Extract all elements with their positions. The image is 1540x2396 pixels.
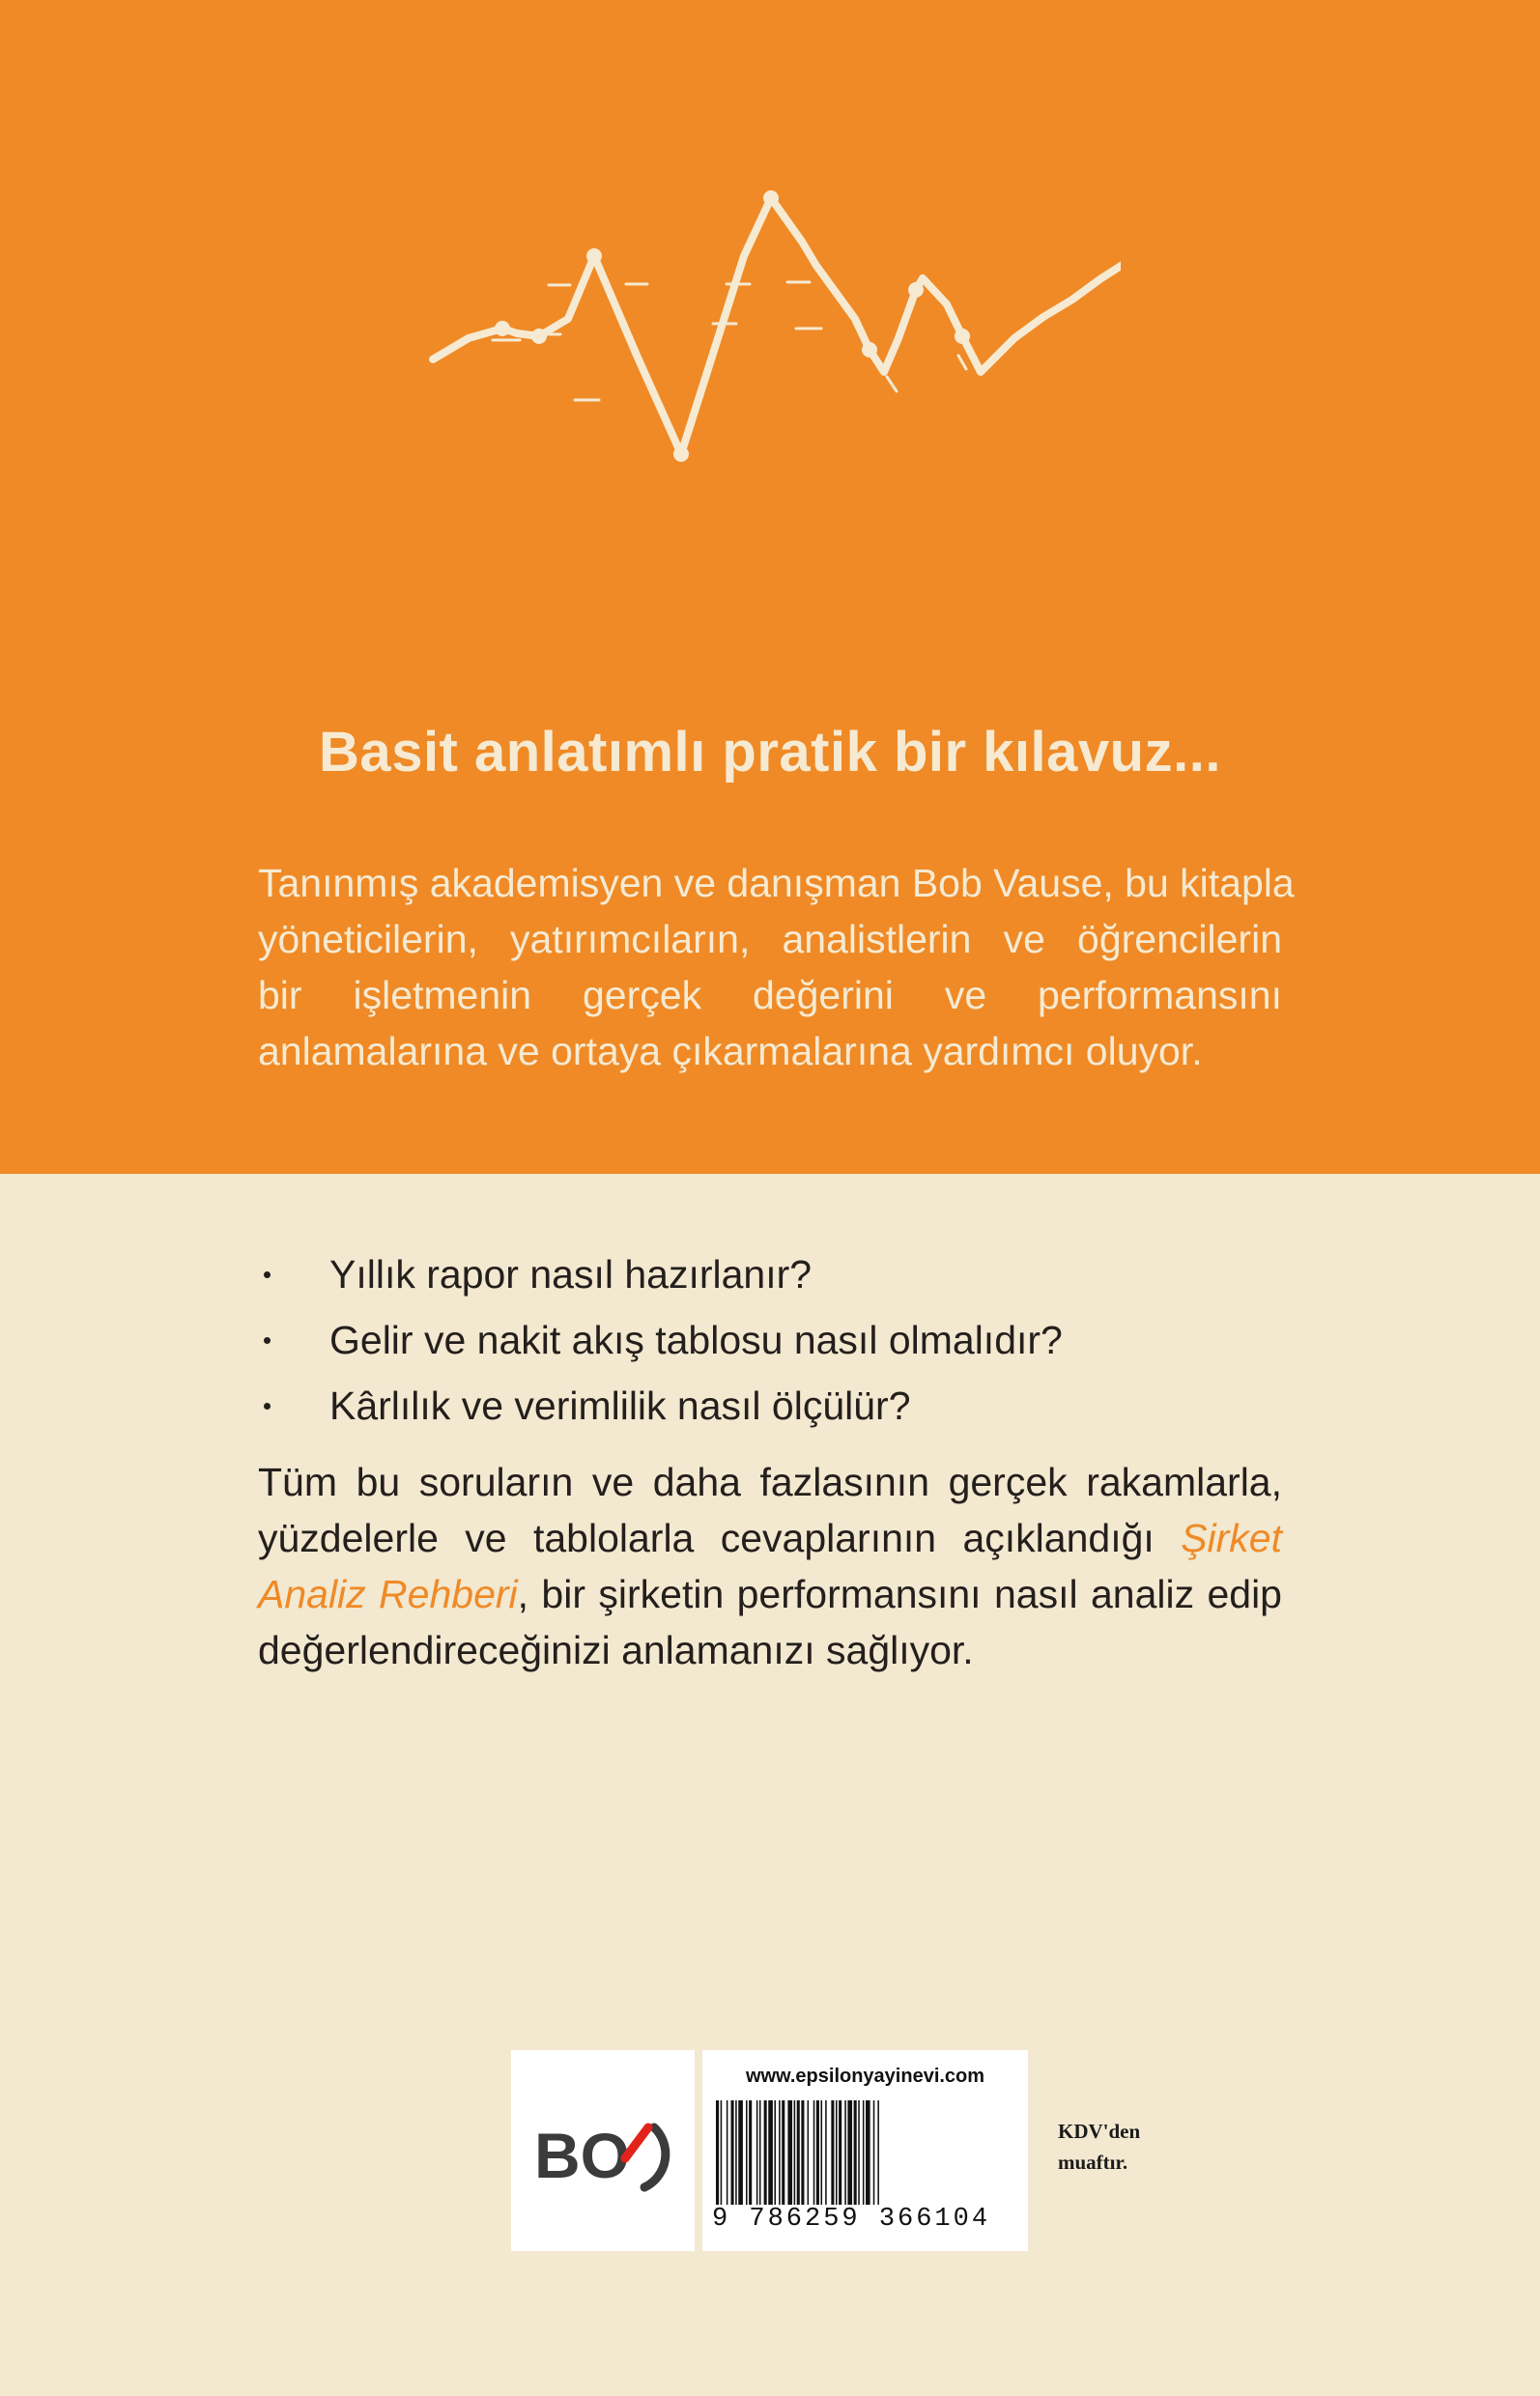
publisher-logo-box	[511, 2050, 695, 2251]
barcode-bar	[774, 2100, 776, 2205]
barcode-bar	[877, 2100, 879, 2205]
barcode-bar	[746, 2100, 748, 2205]
barcode-bar	[801, 2100, 804, 2205]
barcode-bar	[839, 2100, 841, 2205]
headline: Basit anlatımlı pratik bir kılavuz...	[319, 721, 1221, 784]
bullet-icon	[264, 1271, 271, 1278]
barcode-bar	[768, 2100, 773, 2205]
barcode-bar	[721, 2100, 723, 2205]
sketch-line	[433, 198, 1121, 454]
isbn-barcode	[716, 2100, 1015, 2205]
barcode-bar	[863, 2100, 865, 2205]
barcode-bar	[858, 2100, 860, 2205]
publisher-website: www.epsilonyayinevi.com	[745, 2066, 985, 2087]
barcode-bar	[873, 2100, 875, 2205]
isbn-digits: 9 786259 366104	[712, 2205, 991, 2234]
barcode-box	[702, 2050, 1028, 2251]
body-line: Tüm bu soruların ve daha fazlasının gerçek rakamlarla,	[258, 1460, 1282, 1504]
barcode-bar	[756, 2100, 758, 2205]
intro-line: bir işletmenin gerçek değerini ve performansını	[258, 973, 1282, 1017]
book-title-part: Şirket	[1181, 1516, 1282, 1560]
barcode-bar	[854, 2100, 857, 2205]
body-text: yüzdelerle ve tablolarla cevaplarının açıklandığı	[258, 1516, 1182, 1560]
body-text: , bir şirketin performansını nasıl analiz edip	[517, 1572, 1282, 1616]
intro-line: Tanınmış akademisyen ve danışman Bob Vause, bu kitapla	[258, 861, 1295, 905]
list-item	[256, 1241, 1222, 1307]
barcode-bar	[816, 2100, 819, 2205]
line-chart-sketch-illustration	[425, 164, 1121, 609]
barcode-bar	[866, 2100, 870, 2205]
gauge-icon	[644, 2127, 666, 2187]
list-item	[256, 1307, 1222, 1373]
body-line	[258, 1566, 1282, 1622]
barcode-bar	[836, 2100, 838, 2205]
barcode-bar	[808, 2100, 810, 2205]
barcode-bar	[794, 2100, 796, 2205]
barcode-bar	[797, 2100, 800, 2205]
bullet-icon	[264, 1403, 271, 1410]
barcode-bar	[749, 2100, 752, 2205]
intro-line: yöneticilerin, yatırımcıların, analistlerin ve öğrencilerin	[258, 917, 1282, 961]
barcode-bar	[782, 2100, 784, 2205]
tax-exempt-note	[1058, 2116, 1174, 2178]
body-line: değerlendireceğinizi anlamanızı sağlıyor.	[258, 1628, 974, 1672]
tax-note-line: muaftır.	[1058, 2151, 1128, 2174]
body-paragraph	[258, 1454, 1282, 1678]
body-line	[258, 1510, 1282, 1566]
barcode-bar	[847, 2100, 852, 2205]
list-item-text: Gelir ve nakit akış tablosu nasıl olmalıdır?	[329, 1318, 1063, 1362]
list-item-text: Kârlılık ve verimlilik nasıl ölçülür?	[329, 1383, 911, 1428]
barcode-bar	[844, 2100, 846, 2205]
intro-line: anlamalarına ve ortaya çıkarmalarına yardımcı oluyor.	[258, 1029, 1203, 1073]
barcode-bar	[738, 2100, 743, 2205]
publisher-logo	[530, 2098, 675, 2205]
barcode-bar	[787, 2100, 792, 2205]
barcode-bar	[825, 2100, 827, 2205]
barcode-bar	[831, 2100, 834, 2205]
barcode-bar	[764, 2100, 767, 2205]
barcode-bar	[716, 2100, 719, 2205]
barcode-bar	[813, 2100, 815, 2205]
barcode-bar	[821, 2100, 823, 2205]
barcode-bar	[759, 2100, 761, 2205]
barcode-bar	[779, 2100, 781, 2205]
barcode-bar	[731, 2100, 734, 2205]
book-title-part: Analiz Rehberi	[258, 1572, 518, 1616]
tax-note-line: KDV'den	[1058, 2120, 1141, 2143]
publisher-logo-text: BO	[534, 2120, 630, 2191]
barcode-bar	[735, 2100, 737, 2205]
list-item-text: Yıllık rapor nasıl hazırlanır?	[329, 1252, 813, 1297]
barcode-bar	[727, 2100, 728, 2205]
bullet-icon	[264, 1337, 271, 1344]
intro-paragraph	[258, 855, 1295, 1079]
question-list	[256, 1241, 1222, 1439]
list-item	[256, 1373, 1222, 1439]
